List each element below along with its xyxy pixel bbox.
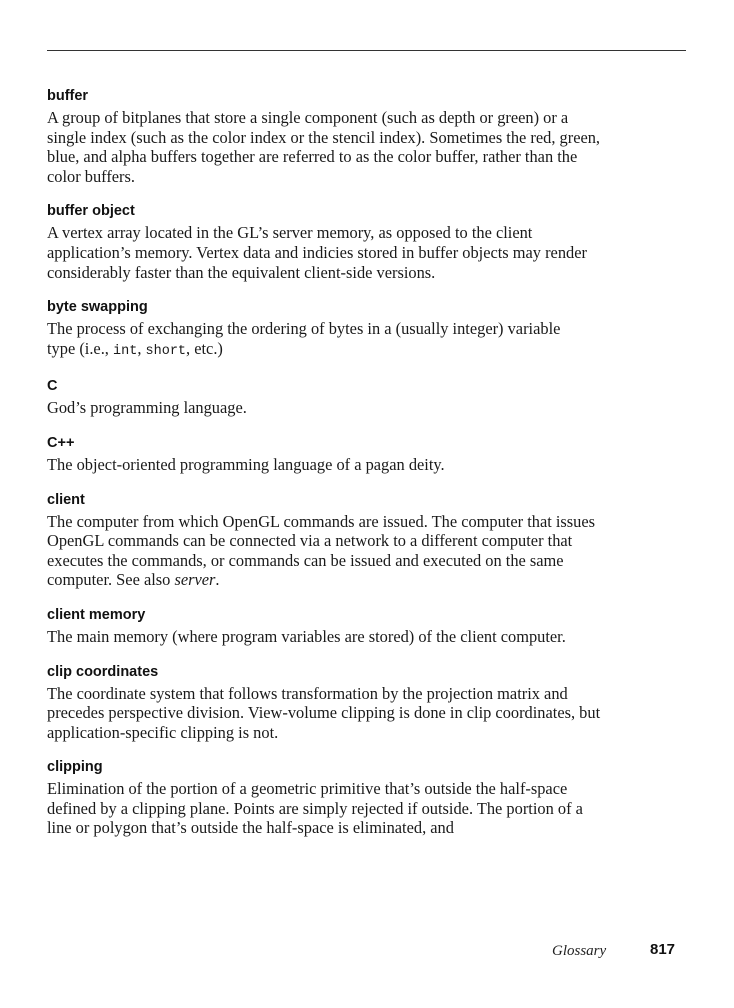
glossary-entry-clip-coordinates (47, 662, 689, 743)
glossary-content (47, 86, 689, 838)
definition-byte-swapping (47, 319, 582, 361)
glossary-entry-cpp (47, 433, 689, 475)
definition-text: . (215, 570, 220, 590)
definition-client (47, 512, 609, 590)
term-clip-coordinates: clip coordinates (47, 663, 159, 680)
definition-text: The coordinate system that follows transformation by the projection matrix and precedes perspective division. View-volume clipping is done in clip coordinates, but application-specific clipping is not. (47, 683, 601, 742)
code-short: short (145, 343, 187, 359)
definition-buffer (47, 108, 607, 186)
term-cpp: C++ (47, 434, 75, 451)
definition-text: A group of bitplanes that store a single component (such as depth or green) or a single index (such as the color index or the stencil index). Sometimes the red, green, blue, and alpha buffers together are referred to as the color buffer, rather than the color buffers. (47, 108, 601, 186)
definition-text: The process of exchanging the ordering of bytes in a (usually integer) variable type (i.e., (47, 319, 561, 358)
glossary-entry-buffer-object (47, 201, 689, 282)
page-number: 817 (650, 941, 676, 958)
term-client-memory: client memory (47, 606, 146, 623)
definition-text: The computer from which OpenGL commands are issued. The computer that issues OpenGL commands can be connected via a network to a different computer that executes the commands, or commands can be issued and executed on the same computer. See also (47, 511, 596, 590)
definition-text: , (137, 338, 146, 358)
definition-text: A vertex array located in the GL’s server memory, as opposed to the client application’s memory. Vertex data and indicies stored in buffer objects may render considerably faster than the equivalent client-side versions. (47, 223, 587, 282)
definition-clipping (47, 779, 609, 838)
term-client: client (47, 491, 85, 508)
definition-text: The main memory (where program variables are stored) of the client computer. (47, 626, 566, 646)
term-buffer: buffer (47, 88, 89, 104)
definition-c (47, 398, 689, 418)
term-c: C (47, 378, 58, 395)
see-also-server: server (174, 570, 216, 590)
footer-section-title: Glossary (552, 943, 607, 959)
glossary-entry-clipping (47, 757, 689, 838)
code-int: int (113, 343, 138, 359)
glossary-entry-c (47, 376, 689, 418)
glossary-entry-byte-swapping (47, 297, 689, 361)
term-buffer-object: buffer object (47, 203, 135, 220)
definition-text: God’s programming language. (47, 398, 247, 418)
definition-clip-coordinates (47, 684, 609, 743)
definition-buffer-object (47, 223, 607, 282)
term-clipping: clipping (47, 759, 103, 776)
glossary-entry-buffer (47, 86, 689, 186)
header-rule (47, 50, 686, 51)
definition-cpp (47, 455, 689, 475)
definition-text: Elimination of the portion of a geometric primitive that’s outside the half-space defined by a clipping plane. Points are simply rejected if outside. The portion of a line or polygon that’s outside the half-space is eliminated, and (47, 779, 583, 838)
glossary-entry-client-memory (47, 605, 689, 647)
definition-text: The object-oriented programming language of a pagan deity. (47, 454, 445, 474)
definition-text: , etc.) (186, 338, 223, 358)
definition-client-memory (47, 627, 577, 647)
term-byte-swapping: byte swapping (47, 299, 148, 316)
glossary-entry-client (47, 490, 689, 590)
